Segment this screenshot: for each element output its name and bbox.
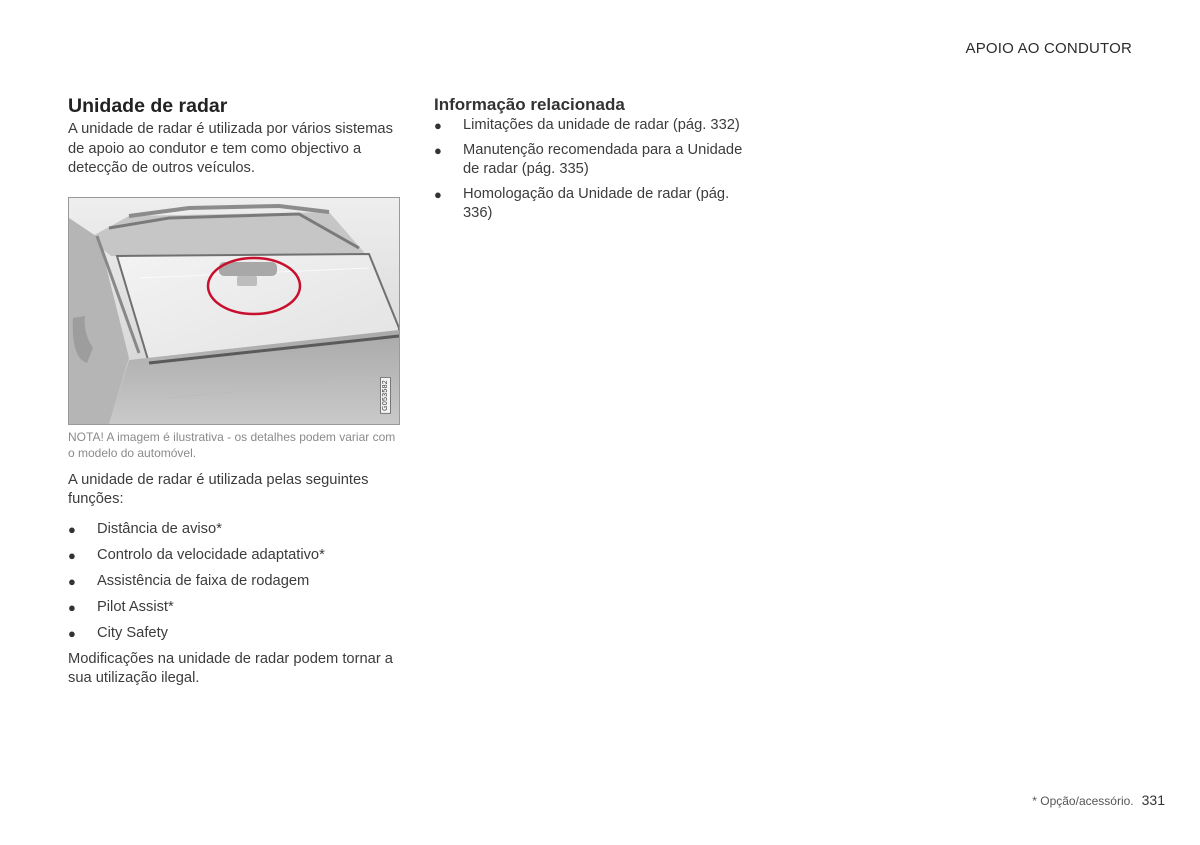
related-link[interactable] [434,141,754,180]
bullet-icon: ● [68,547,76,563]
page-number: 331 [1141,792,1165,808]
figure-caption: NOTA! A imagem é ilustrativa - os detalhes podem variar com o modelo do automóvel. [68,429,396,460]
bullet-icon: ● [434,186,442,202]
bullet-icon: ● [68,625,76,641]
figure-code: G053582 [380,377,391,414]
functions-intro: A unidade de radar é utilizada pelas seguintes funções: [68,471,369,507]
list-item [68,624,404,644]
bullet-icon: ● [68,599,76,615]
bullet-icon: ● [434,142,442,158]
list-item [68,572,404,592]
windscreen-image [69,198,399,424]
list-item-text: City Safety [97,624,169,641]
functions-list [68,520,404,644]
page-footer [900,792,1165,810]
list-item-text: Distância de aviso* [97,520,222,537]
warning-paragraph: Modificações na unidade de radar podem tornar a sua utilização ilegal. [68,650,393,686]
related-link-text[interactable]: Manutenção recomendada para a Unidade de radar (pág. 335) [463,141,743,177]
list-item-text: Pilot Assist* [97,598,174,615]
related-info-title: Informação relacionada [434,95,625,114]
related-link[interactable] [434,116,754,136]
list-item-text: Assistência de faixa de rodagem [97,572,310,589]
section-header: APOIO AO CONDUTOR [965,40,1132,57]
footnote: * Opção/acessório. [1032,794,1134,808]
left-column [68,94,404,689]
list-item [68,520,404,540]
right-column [434,94,754,229]
list-item [68,546,404,566]
related-link-text[interactable]: Homologação da Unidade de radar (pág. 336) [463,185,730,221]
bullet-icon: ● [434,118,442,133]
bullet-icon: ● [68,521,76,537]
radar-unit-illustration [68,197,400,425]
related-link-text[interactable]: Limitações da unidade de radar (pág. 332) [463,117,740,133]
page-title: Unidade de radar [68,95,228,117]
intro-paragraph: A unidade de radar é utilizada por vários sistemas de apoio ao condutor e tem como objectivo a detecção de outros veículos. [68,121,393,176]
bullet-icon: ● [68,573,76,589]
related-link[interactable] [434,185,754,224]
list-item-text: Controlo da velocidade adaptativo* [97,546,325,563]
related-links-list [434,116,754,224]
list-item [68,598,404,618]
